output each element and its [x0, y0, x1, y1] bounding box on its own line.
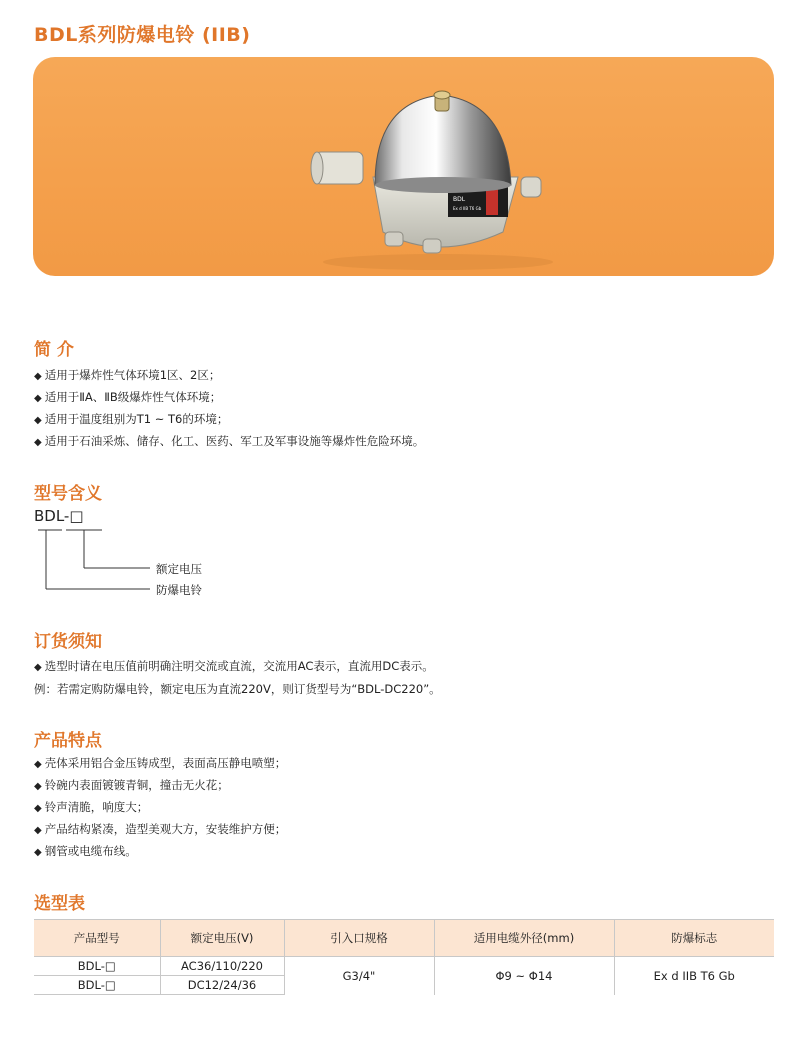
table-row [34, 957, 774, 976]
diamond-bullet-icon: ◆ [34, 393, 42, 404]
table-header-row [34, 920, 774, 957]
selection-table [34, 919, 774, 995]
column-header: 适用电缆外径(mm) [434, 920, 614, 957]
diamond-bullet-icon: ◆ [34, 825, 42, 836]
diamond-bullet-icon: ◆ [34, 781, 42, 792]
list-item: ◆ 钢管或电缆布线。 [34, 844, 137, 858]
order-example: 例：若需定购防爆电铃，额定电压为直流220V，则订货型号为“BDL-DC220”。 [34, 682, 441, 696]
diamond-bullet-icon: ◆ [34, 759, 42, 770]
selection-heading: 选型表 [34, 894, 85, 914]
voltage-label: 额定电压 [156, 562, 202, 576]
explosion-proof-bell-image [33, 57, 774, 276]
intro-list [34, 365, 424, 453]
list-item: ◆ 铃碗内表面镀镀青铜，撞击无火花； [34, 778, 229, 792]
table-cell: BDL-□ [34, 957, 160, 976]
list-item: ◆ 铃声清脆，响度大； [34, 800, 149, 814]
column-header: 额定电压(V) [160, 920, 284, 957]
diamond-bullet-icon: ◆ [34, 662, 42, 673]
features-list [34, 753, 286, 863]
model-code: BDL-□ [34, 507, 84, 525]
product-name-label: 防爆电铃 [156, 583, 202, 597]
list-item: ◆ 适用于温度组别为T1 ~ T6的环境； [34, 412, 229, 426]
features-heading: 产品特点 [34, 731, 102, 751]
diamond-bullet-icon: ◆ [34, 847, 42, 858]
table-cell: Φ9 ~ Φ14 [434, 957, 614, 995]
list-item: ◆ 产品结构紧凑，造型美观大方，安装维护方便； [34, 822, 287, 836]
table-cell: BDL-□ [34, 976, 160, 995]
column-header: 引入口规格 [284, 920, 434, 957]
column-header: 产品型号 [34, 920, 160, 957]
list-item: ◆ 适用于爆炸性气体环境1区、2区； [34, 368, 221, 382]
list-item: ◆ 适用于ⅡA、ⅡB级爆炸性气体环境； [34, 390, 222, 404]
diamond-bullet-icon: ◆ [34, 803, 42, 814]
list-item: ◆ 选型时请在电压值前明确注明交流或直流，交流用AC表示，直流用DC表示。 [34, 659, 434, 673]
table-cell: DC12/24/36 [160, 976, 284, 995]
table-cell: AC36/110/220 [160, 957, 284, 976]
order-heading: 订货须知 [34, 632, 102, 652]
page-title: BDL系列防爆电铃 (IIB) [34, 24, 251, 46]
nameplate-text-2: Ex d IIB T6 Gb [453, 206, 482, 211]
nameplate-text-1: BDL [453, 196, 466, 203]
list-item: ◆ 适用于石油采炼、储存、化工、医药、军工及军事设施等爆炸性危险环境。 [34, 434, 425, 448]
diamond-bullet-icon: ◆ [34, 415, 42, 426]
list-item: ◆ 壳体采用铝合金压铸成型，表面高压静电喷塑； [34, 756, 287, 770]
table-cell: G3/4" [284, 957, 434, 995]
diamond-bullet-icon: ◆ [34, 371, 42, 382]
diamond-bullet-icon: ◆ [34, 437, 42, 448]
product-banner [33, 57, 774, 276]
order-list [34, 656, 434, 678]
intro-heading: 简 介 [34, 340, 74, 360]
model-heading: 型号含义 [34, 484, 102, 504]
column-header: 防爆标志 [614, 920, 774, 957]
table-cell: Ex d IIB T6 Gb [614, 957, 774, 995]
